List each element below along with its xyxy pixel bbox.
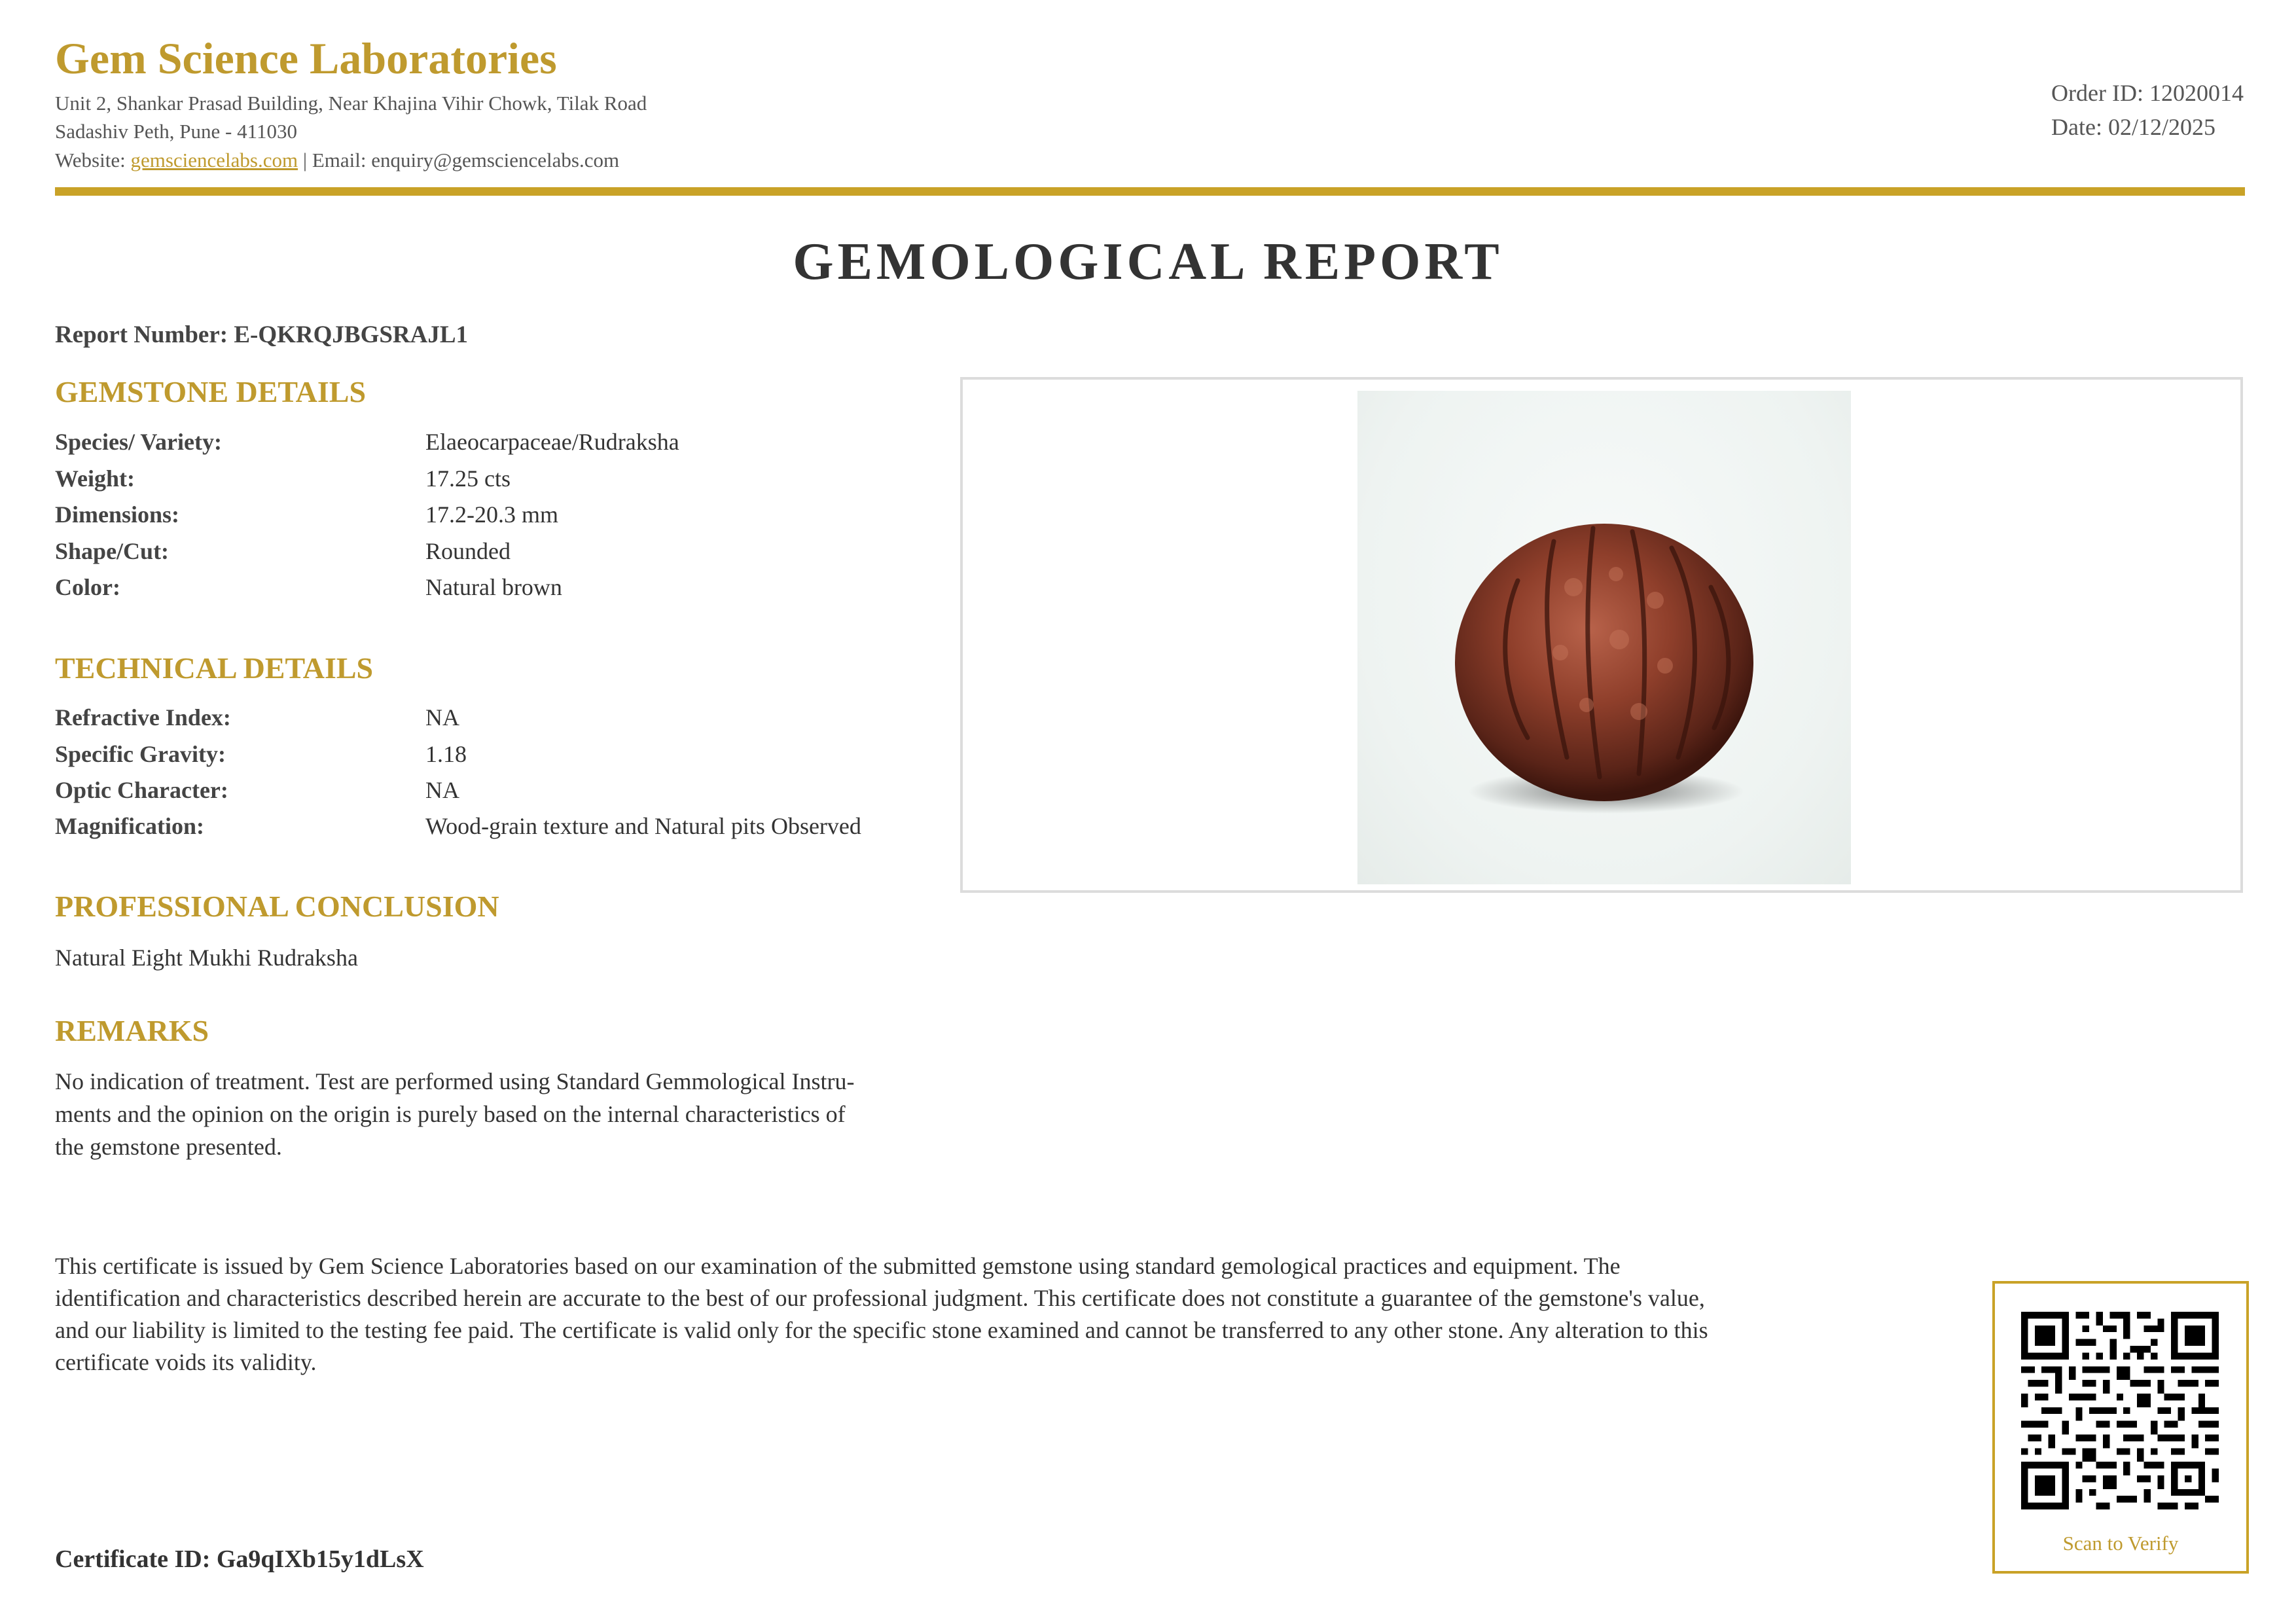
detail-value: 17.25 cts: [425, 465, 511, 492]
detail-label: Species/ Variety:: [55, 429, 222, 455]
tech-label: Refractive Index:: [55, 704, 231, 731]
qr-code-icon[interactable]: [2021, 1312, 2219, 1509]
remarks-text: [55, 1065, 854, 1163]
gemstone-details-title: GEMSTONE DETAILS: [55, 375, 367, 408]
address-line-1: Unit 2, Shankar Prasad Building, Near Khajina Vihir Chowk, Tilak Road: [55, 92, 647, 115]
tech-label: Specific Gravity:: [55, 741, 226, 767]
conclusion-title: PROFESSIONAL CONCLUSION: [55, 890, 499, 923]
order-id: Order ID: 12020014: [2051, 80, 2244, 106]
report-number: Report Number: E-QKRQJBGSRAJL1: [55, 321, 469, 348]
gemstone-photo: [1357, 391, 1851, 884]
remarks-line: No indication of treatment. Test are performed using Standard Gemmological Instru-: [55, 1068, 855, 1094]
detail-value: Rounded: [425, 538, 511, 564]
detail-label: Dimensions:: [55, 501, 180, 528]
contact-line: [55, 149, 619, 172]
tech-value: NA: [425, 704, 459, 731]
detail-label: Color:: [55, 574, 120, 600]
detail-value: 17.2-20.3 mm: [425, 501, 558, 528]
tech-label: Magnification:: [55, 813, 204, 839]
remarks-line: the gemstone presented.: [55, 1134, 282, 1160]
tech-value: Wood-grain texture and Natural pits Observed: [425, 813, 861, 839]
detail-value: Natural brown: [425, 574, 562, 600]
order-date: Date: 02/12/2025: [2051, 114, 2216, 140]
detail-value: Elaeocarpaceae/Rudraksha: [425, 429, 679, 455]
header-divider: [55, 187, 2245, 196]
certificate-id: Certificate ID: Ga9qIXb15y1dLsX: [55, 1545, 424, 1573]
detail-label: Weight:: [55, 465, 135, 492]
report-title: GEMOLOGICAL REPORT: [793, 233, 1503, 291]
scan-to-verify-label: Scan to Verify: [2062, 1532, 2179, 1555]
disclaimer-text: This certificate is issued by Gem Science Laboratories based on our examination of the submitted gemstone using standard gemological practices and equipment. The identification and characteristics described herein are accurate to the best of our professional judgment. This certificate does not constitute a guarantee of the gemstone's value, and our liability is limited to the testing fee paid. The certificate is valid only for the specific stone examined and cannot be transferred to any other stone. Any alteration to this certificate voids its validity.: [55, 1253, 1708, 1375]
detail-label: Shape/Cut:: [55, 538, 170, 564]
remarks-line: ments and the opinion on the origin is purely based on the internal characteristics of: [55, 1101, 846, 1127]
rudraksha-bead-image: [1357, 391, 1851, 884]
lab-name: Gem Science Laboratories: [55, 33, 557, 83]
technical-details-title: TECHNICAL DETAILS: [55, 651, 374, 685]
remarks-title: REMARKS: [55, 1014, 209, 1047]
address-line-2: Sadashiv Peth, Pune - 411030: [55, 120, 297, 143]
conclusion-text: Natural Eight Mukhi Rudraksha: [55, 945, 358, 971]
tech-value: 1.18: [425, 741, 467, 767]
website-link[interactable]: gemsciencelabs.com: [130, 149, 298, 171]
website-label: Website:: [55, 149, 131, 171]
tech-value: NA: [425, 777, 459, 803]
tech-label: Optic Character:: [55, 777, 228, 803]
email-text: | Email: enquiry@gemsciencelabs.com: [298, 149, 620, 171]
order-info: [2051, 76, 2244, 144]
